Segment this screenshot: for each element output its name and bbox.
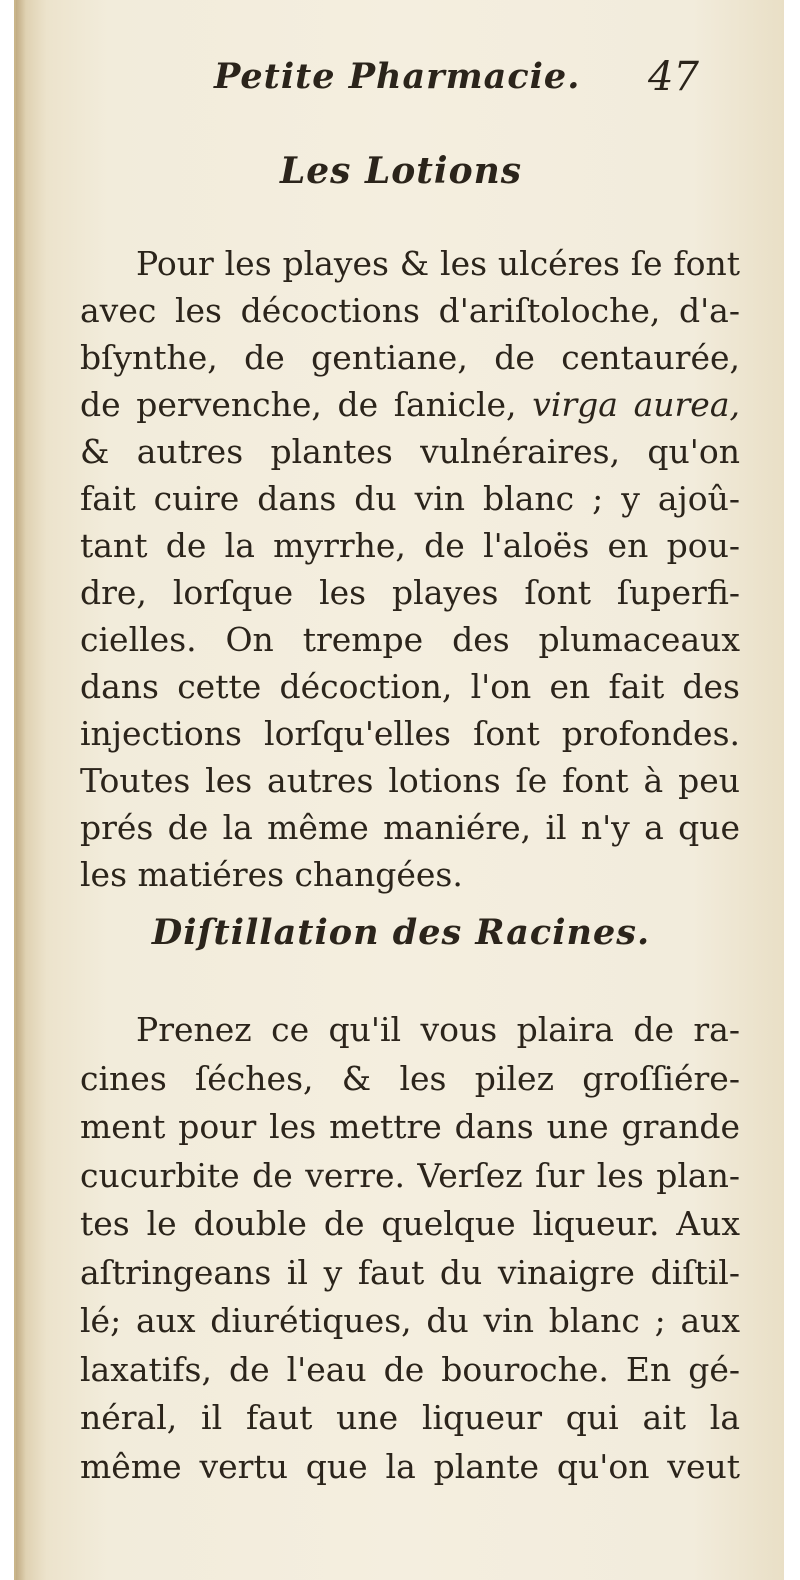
latin-term: virga aurea, xyxy=(532,385,740,424)
text-line: cucurbite de verre. Verſez ſur les plan- xyxy=(80,1155,740,1195)
text-line: cines ſéches, & les pilez groſſiére- xyxy=(80,1058,740,1098)
text-line: bſynthe, de gentiane, de centaurée, xyxy=(80,338,740,377)
book-page xyxy=(14,0,784,1580)
text-line: tes le double de quelque liqueur. Aux xyxy=(80,1204,740,1243)
text-line: prés de la même maniére, il n'y a que xyxy=(80,808,740,847)
text-line: & autres plantes vulnéraires, qu'on xyxy=(80,432,740,471)
text-run: de pervenche, de ſanicle, xyxy=(80,385,533,424)
text-line: Toutes les autres lotions ſe font à peu xyxy=(80,761,740,800)
text-line: avec les décoctions d'ariſtoloche, d'a- xyxy=(80,291,740,330)
text-line: dans cette décoction, l'on en fait des xyxy=(80,667,740,706)
text-line: Prenez ce qu'il vous plaira de ra- xyxy=(136,1010,740,1049)
section-heading-distillation: Diſtillation des Racines. xyxy=(151,912,651,953)
text-line: lé; aux diurétiques, du vin blanc ; aux xyxy=(80,1301,740,1340)
text-line: aſtringeans il y faut du vinaigre diſtil- xyxy=(80,1252,740,1292)
text-line: ment pour les mettre dans une grande xyxy=(80,1107,740,1146)
text-line: laxatifs, de l'eau de bouroche. En gé- xyxy=(80,1349,740,1389)
section-heading-lotions: Les Lotions xyxy=(279,150,523,192)
text-line: dre, lorſque les playes ſont ſuperfi- xyxy=(80,573,740,612)
text-line: fait cuire dans du vin blanc ; y ajoû- xyxy=(80,479,740,518)
text-line: même vertu que la plante qu'on veut xyxy=(80,1446,740,1486)
text-line xyxy=(80,381,740,428)
text-line: injections lorſqu'elles ſont profondes. xyxy=(80,714,740,753)
paragraph-lotions xyxy=(80,240,740,898)
text-line: tant de la myrrhe, de l'aloës en pou- xyxy=(80,526,740,565)
running-head xyxy=(16,50,786,110)
text-line: cielles. On trempe des plumaceaux xyxy=(80,620,740,659)
text-line: néral, il faut une liqueur qui ait la xyxy=(80,1398,740,1437)
running-title: Petite Pharmacie. xyxy=(214,56,581,97)
text-line: les matiéres changées. xyxy=(80,855,463,894)
text-line: Pour les playes & les ulcéres ſe font xyxy=(136,244,740,283)
paragraph-distillation xyxy=(80,1006,740,1491)
page-number: 47 xyxy=(648,54,699,100)
